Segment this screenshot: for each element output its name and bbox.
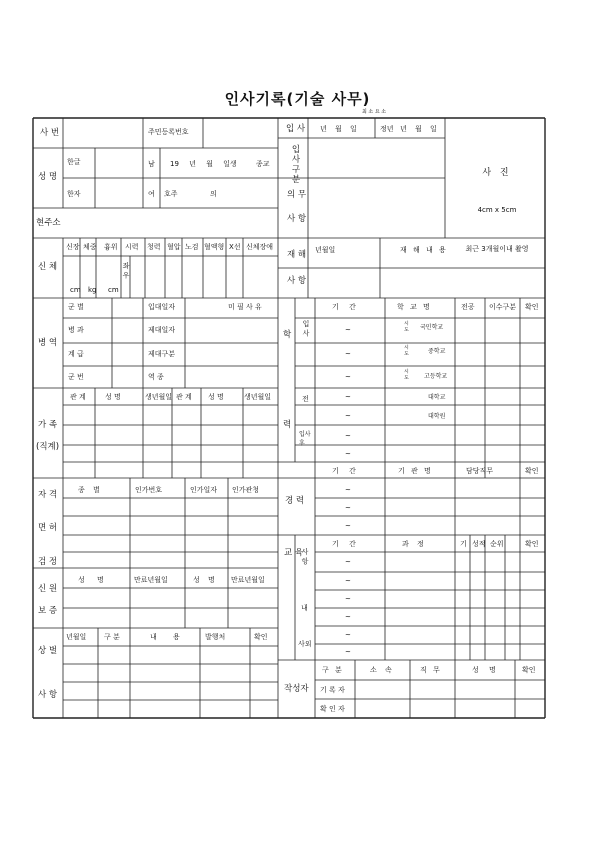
education-completion-header: 이수구분	[489, 303, 517, 311]
guarantor-name-header-1: 성 명	[78, 576, 104, 584]
photo-size: 4cm x 5cm	[477, 206, 517, 214]
enlist-date-label: 입대일자	[148, 303, 176, 311]
page-title: 인사기록(기술 사무)	[224, 90, 371, 108]
training-external-label: 사외	[298, 640, 312, 648]
reward-date-header: 년월일	[66, 633, 87, 641]
education-tilde-3: ~	[345, 373, 351, 381]
license-label: 자 격	[38, 490, 58, 500]
disaster-content-label: 재 해 내 용	[400, 246, 446, 254]
career-org-header: 기 관 명	[398, 467, 431, 475]
unit-cm-chest: cm	[108, 286, 119, 294]
photo-note: 최근 3개월이내 촬영	[465, 245, 529, 253]
family-birth-header-2: 생년월일	[244, 393, 272, 401]
school-graduate: 대학원	[428, 413, 446, 420]
hanja-label: 한자	[67, 190, 81, 198]
training-rank-header: 순위	[490, 540, 504, 548]
duty-label: 의 무	[287, 190, 307, 200]
body-vision-label: 시력	[125, 243, 139, 251]
reward-type-header: 구 분	[104, 633, 120, 641]
retirement-date: 년 월 일	[400, 125, 437, 133]
school-middle: 중학교	[428, 348, 446, 355]
of-label: 의	[210, 190, 217, 198]
training-course-header: 과 정	[402, 540, 424, 548]
do-label-3: 도	[404, 375, 409, 381]
writer-checker-label: 확 인 자	[320, 705, 345, 713]
education-tilde-2: ~	[345, 350, 351, 358]
disaster-date-label: 년월일	[315, 246, 336, 254]
writer-recorder-label: 기 록 자	[320, 686, 345, 694]
training-tilde-1: ~	[345, 558, 351, 566]
military-branch-label: 군 별	[68, 303, 84, 311]
license-number-header: 인가번호	[135, 486, 163, 494]
guarantor-label: 신 원	[38, 584, 58, 594]
household-head-label: 호주	[164, 190, 178, 198]
family-label: 가 족	[38, 420, 58, 430]
writer-duty-header: 직 무	[420, 666, 440, 674]
reward-issuer-header: 발행처	[205, 633, 226, 641]
name-label: 성 명	[38, 172, 58, 182]
reward-confirm-header: 확인	[254, 633, 268, 641]
education-before-hire: 입 사	[302, 320, 310, 337]
military-number-label: 군 번	[68, 373, 84, 381]
education-tilde-7: ~	[345, 450, 351, 458]
training-tilde-4: ~	[345, 613, 351, 621]
male-label: 남	[148, 160, 155, 168]
si-label-3: 시	[404, 369, 409, 375]
writer-name-header: 성 명	[472, 666, 496, 674]
education-after-hire: 입사 후	[299, 431, 311, 447]
reward-label: 상 벌	[38, 646, 58, 656]
license-office-header: 인가관청	[232, 486, 260, 494]
left-right-label: 좌 우	[122, 262, 130, 279]
school-elementary: 국민학교	[420, 324, 444, 331]
duty-items-label: 사 항	[287, 214, 307, 224]
training-tilde-5: ~	[345, 631, 351, 639]
hire-label: 입 사	[286, 124, 306, 134]
service-type-label: 역 종	[148, 373, 164, 381]
education-confirm-header: 확인	[525, 303, 539, 311]
writer-dept-header: 소 속	[370, 666, 392, 674]
training-tilde-3: ~	[345, 595, 351, 603]
hangeul-label: 한글	[67, 158, 81, 166]
training-grade-header: 성적	[472, 540, 486, 548]
female-label: 여	[148, 190, 155, 198]
education-label: 학	[283, 330, 292, 340]
military-corps-label: 병 과	[68, 326, 84, 334]
training-items-label: 사 항	[301, 548, 309, 565]
guarantor-expiry-header-1: 만료년월일	[134, 576, 168, 584]
body-height-label: 신장	[66, 243, 80, 251]
education-period-header: 기 간	[332, 303, 356, 311]
guarantor-expiry-header-2: 만료년월일	[231, 576, 265, 584]
family-relation-header-1: 관 계	[70, 393, 86, 401]
family-birth-header-1: 생년월일	[145, 393, 173, 401]
unit-cm: cm	[70, 286, 81, 294]
education-school-header: 학 교 명	[397, 303, 430, 311]
education-major-header: 전공	[461, 303, 475, 311]
birth-label: 19 년 월 일생	[170, 160, 237, 168]
training-label: 교 육	[284, 548, 304, 558]
body-blood-type-label: 혈액형	[204, 243, 225, 251]
unit-kg: kg	[88, 286, 97, 294]
school-high: 고등학교	[424, 373, 448, 380]
body-chest-label: 흉위	[104, 243, 118, 251]
body-hearing-label: 청력	[147, 243, 161, 251]
reward-items-label: 사 항	[38, 690, 58, 700]
school-university: 대학교	[428, 394, 446, 401]
do-label-1: 도	[404, 327, 409, 333]
training-confirm-header: 확인	[525, 540, 539, 548]
education-label-b: 력	[283, 420, 292, 430]
si-label-1: 시	[404, 321, 409, 327]
body-blood-pressure-label: 혈압	[167, 243, 181, 251]
license-type-header: 종 별	[78, 486, 100, 494]
education-tilde-6: ~	[345, 432, 351, 440]
license-label-b: 면 허	[38, 523, 58, 533]
body-exam-label: 노검	[185, 243, 199, 251]
career-label: 경 력	[285, 496, 305, 506]
disaster-label: 재 해	[287, 250, 307, 260]
career-duty-header: 담당직무	[466, 467, 494, 475]
exemption-reason-label: 미 필 사 유	[228, 303, 262, 311]
body-weight-label: 체중	[83, 243, 97, 251]
career-tilde-2: ~	[345, 504, 351, 512]
resident-number-label: 주민등록번호	[148, 128, 189, 136]
writer-label: 작성자	[284, 684, 309, 694]
guarantor-label-b: 보 증	[38, 606, 58, 616]
si-label-2: 시	[404, 345, 409, 351]
family-direct-label: (직계)	[36, 442, 60, 452]
photo-label: 사 진	[482, 168, 512, 178]
discharge-date-label: 제대일자	[148, 326, 176, 334]
body-xray-label: X선	[229, 243, 241, 251]
retirement-label: 정년	[380, 125, 394, 133]
career-confirm-header: 확인	[525, 467, 539, 475]
reward-content-header: 내 용	[150, 633, 180, 641]
family-name-header-2: 성 명	[208, 393, 224, 401]
address-label: 현주소	[36, 218, 61, 228]
disaster-items-label: 사 항	[287, 276, 307, 286]
hire-date: 년 월 일	[320, 125, 357, 133]
body-disability-label: 신체장애	[246, 243, 274, 251]
hire-type-label: 입 사 구 분	[291, 145, 301, 185]
guarantor-name-header-2: 성 명	[193, 576, 215, 584]
religion-label: 종교	[256, 160, 270, 168]
family-relation-header-2: 관 계	[176, 393, 192, 401]
education-before-label: 전	[302, 395, 309, 403]
training-internal-label: 내	[301, 604, 308, 612]
discharge-type-label: 제대구분	[148, 350, 176, 358]
employee-number-label: 사 번	[40, 128, 60, 138]
education-tilde-1: ~	[345, 326, 351, 334]
career-period-header: 기 간	[332, 467, 356, 475]
training-tilde-6: ~	[345, 648, 351, 656]
license-label-c: 검 정	[38, 557, 58, 567]
training-period-header: 기 간	[332, 540, 356, 548]
career-tilde-1: ~	[345, 486, 351, 494]
military-label: 병 역	[38, 338, 58, 348]
training-term-header: 기	[460, 540, 467, 548]
education-tilde-4: ~	[345, 393, 351, 401]
do-label-2: 도	[404, 351, 409, 357]
license-date-header: 인가일자	[190, 486, 218, 494]
education-tilde-5: ~	[345, 412, 351, 420]
writer-confirm-header: 확인	[522, 666, 536, 674]
career-tilde-3: ~	[345, 522, 351, 530]
stamp-note: 최 소 요 소	[362, 109, 387, 115]
body-label: 신 체	[38, 262, 58, 272]
military-rank-label: 계 급	[68, 350, 84, 358]
family-name-header-1: 성 명	[105, 393, 121, 401]
writer-type-header: 구 분	[322, 666, 342, 674]
training-tilde-2: ~	[345, 577, 351, 585]
